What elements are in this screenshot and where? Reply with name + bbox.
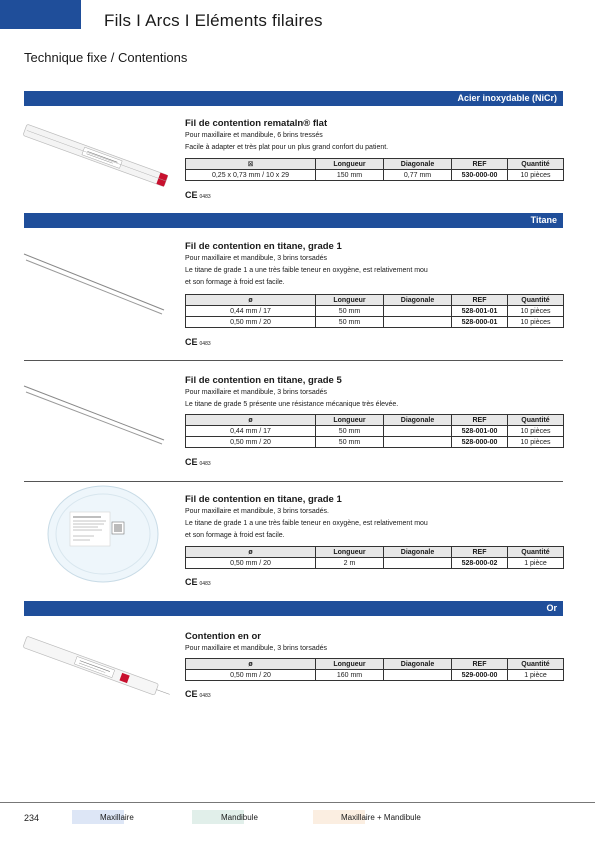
- titanium-wire-image: [22, 382, 167, 452]
- table-header-row: [186, 659, 564, 670]
- desc-line: et son formage à froid est facile.: [185, 532, 285, 539]
- table-cell: 50 mm: [316, 437, 384, 448]
- col-header: Quantité: [508, 659, 564, 670]
- band-titanium: Titane: [24, 213, 563, 228]
- table-cell: 2 m: [316, 558, 384, 569]
- col-header: Longueur: [316, 415, 384, 426]
- table-cell: 530-000-00: [452, 170, 508, 181]
- table-row: [186, 306, 564, 317]
- page-header-title: Fils I Arcs I Eléments filaires: [104, 11, 323, 30]
- col-header: Diagonale: [384, 295, 452, 306]
- col-header: Diagonale: [384, 659, 452, 670]
- desc-line: Facile à adapter et très plat pour un plus grand confort du patient.: [185, 144, 389, 151]
- product-spec-table: [185, 158, 564, 181]
- col-header: ⊠: [186, 159, 316, 170]
- table-cell: 160 mm: [316, 670, 384, 681]
- ce-mark: CE 0483: [185, 190, 211, 200]
- col-header: REF: [452, 659, 508, 670]
- page-number: 234: [24, 813, 40, 823]
- col-header: ø: [186, 415, 316, 426]
- table-cell: 528-000-02: [452, 558, 508, 569]
- gold-contention-package-image: [22, 636, 172, 702]
- col-header: Longueur: [316, 547, 384, 558]
- section-divider: [24, 481, 563, 482]
- table-cell: 50 mm: [316, 317, 384, 328]
- table-cell: [384, 426, 452, 437]
- product-title: Fil de contention remataln® flat: [185, 118, 328, 129]
- table-cell: 0,50 mm / 20: [186, 670, 316, 681]
- product-title: Contention en or: [185, 631, 261, 642]
- table-header-row: [186, 159, 564, 170]
- ce-mark: CE 0483: [185, 577, 211, 587]
- ce-mark: CE 0483: [185, 457, 211, 467]
- band-stainless-steel: Acier inoxydable (NiCr): [24, 91, 563, 106]
- table-cell: 150 mm: [316, 170, 384, 181]
- col-header: Longueur: [316, 295, 384, 306]
- product-description: [185, 506, 428, 542]
- product-description: [185, 387, 398, 411]
- ce-mark: CE 0483: [185, 337, 211, 347]
- table-cell: [384, 306, 452, 317]
- col-header: REF: [452, 415, 508, 426]
- col-header: Longueur: [316, 659, 384, 670]
- table-cell: 10 pièces: [508, 426, 564, 437]
- table-row: [186, 170, 564, 181]
- table-header-row: [186, 547, 564, 558]
- table-cell: 0,77 mm: [384, 170, 452, 181]
- table-header-row: [186, 295, 564, 306]
- table-cell: [384, 317, 452, 328]
- section-divider: [24, 360, 563, 361]
- table-row: [186, 558, 564, 569]
- table-cell: [384, 670, 452, 681]
- col-header: Diagonale: [384, 547, 452, 558]
- col-header: Diagonale: [384, 415, 452, 426]
- col-header: REF: [452, 295, 508, 306]
- header-blue-tab: [0, 0, 81, 29]
- table-cell: 528-001-01: [452, 306, 508, 317]
- footer-divider: [0, 802, 595, 803]
- table-row: [186, 317, 564, 328]
- table-row: [186, 437, 564, 448]
- remataln-flat-package-image: [22, 122, 172, 192]
- col-header: REF: [452, 547, 508, 558]
- product-spec-table: [185, 658, 564, 681]
- col-header: Diagonale: [384, 159, 452, 170]
- col-header: Quantité: [508, 415, 564, 426]
- col-header: Longueur: [316, 159, 384, 170]
- ce-mark: CE 0483: [185, 689, 211, 699]
- legend-label: Maxillaire: [100, 813, 134, 822]
- table-row: [186, 670, 564, 681]
- table-cell: 50 mm: [316, 426, 384, 437]
- table-cell: 0,50 mm / 20: [186, 558, 316, 569]
- desc-line: Pour maxillaire et mandibule, 6 brins tressés: [185, 132, 323, 139]
- desc-line: Le titane de grade 1 a une très faible teneur en oxygène, est relativement mou: [185, 520, 428, 527]
- table-cell: 529-000-00: [452, 670, 508, 681]
- table-cell: 0,44 mm / 17: [186, 306, 316, 317]
- table-cell: 10 pièces: [508, 170, 564, 181]
- table-cell: 50 mm: [316, 306, 384, 317]
- product-title: Fil de contention en titane, grade 1: [185, 494, 342, 505]
- desc-line: Le titane de grade 1 a une très faible teneur en oxygène, est relativement mou: [185, 267, 428, 274]
- table-cell: 1 pièce: [508, 670, 564, 681]
- legend-label: Mandibule: [221, 813, 258, 822]
- product-description: [185, 253, 428, 289]
- product-spec-table: [185, 414, 564, 448]
- product-spec-table: [185, 294, 564, 328]
- titanium-wire-spool-image: [46, 484, 160, 584]
- legend-label: Maxillaire + Mandibule: [341, 813, 421, 822]
- titanium-wire-image: [22, 248, 167, 318]
- table-cell: 0,25 x 0,73 mm / 10 x 29: [186, 170, 316, 181]
- section-title: Technique fixe / Contentions: [24, 50, 188, 65]
- product-description: [185, 130, 388, 154]
- table-cell: 0,50 mm / 20: [186, 317, 316, 328]
- col-header: ø: [186, 659, 316, 670]
- band-gold: Or: [24, 601, 563, 616]
- table-cell: 528-000-00: [452, 437, 508, 448]
- table-cell: 10 pièces: [508, 437, 564, 448]
- table-cell: [384, 437, 452, 448]
- table-cell: 0,50 mm / 20: [186, 437, 316, 448]
- table-cell: 10 pièces: [508, 306, 564, 317]
- product-title: Fil de contention en titane, grade 5: [185, 375, 342, 386]
- table-cell: 1 pièce: [508, 558, 564, 569]
- table-row: [186, 426, 564, 437]
- product-description: [185, 643, 327, 655]
- col-header: ø: [186, 295, 316, 306]
- desc-line: Pour maxillaire et mandibule, 3 brins torsadés: [185, 645, 328, 652]
- table-cell: 528-001-00: [452, 426, 508, 437]
- desc-line: Pour maxillaire et mandibule, 3 brins torsadés: [185, 389, 328, 396]
- table-cell: [384, 558, 452, 569]
- table-cell: 10 pièces: [508, 317, 564, 328]
- desc-line: Pour maxillaire et mandibule, 3 brins torsadés: [185, 255, 328, 262]
- desc-line: et son formage à froid est facile.: [185, 279, 285, 286]
- table-header-row: [186, 415, 564, 426]
- product-title: Fil de contention en titane, grade 1: [185, 241, 342, 252]
- table-cell: 528-000-01: [452, 317, 508, 328]
- col-header: Quantité: [508, 295, 564, 306]
- col-header: REF: [452, 159, 508, 170]
- col-header: ø: [186, 547, 316, 558]
- col-header: Quantité: [508, 547, 564, 558]
- table-cell: 0,44 mm / 17: [186, 426, 316, 437]
- product-spec-table: [185, 546, 564, 569]
- desc-line: Pour maxillaire et mandibule, 3 brins torsadés.: [185, 508, 329, 515]
- desc-line: Le titane de grade 5 présente une résistance mécanique très élevée.: [185, 401, 399, 408]
- col-header: Quantité: [508, 159, 564, 170]
